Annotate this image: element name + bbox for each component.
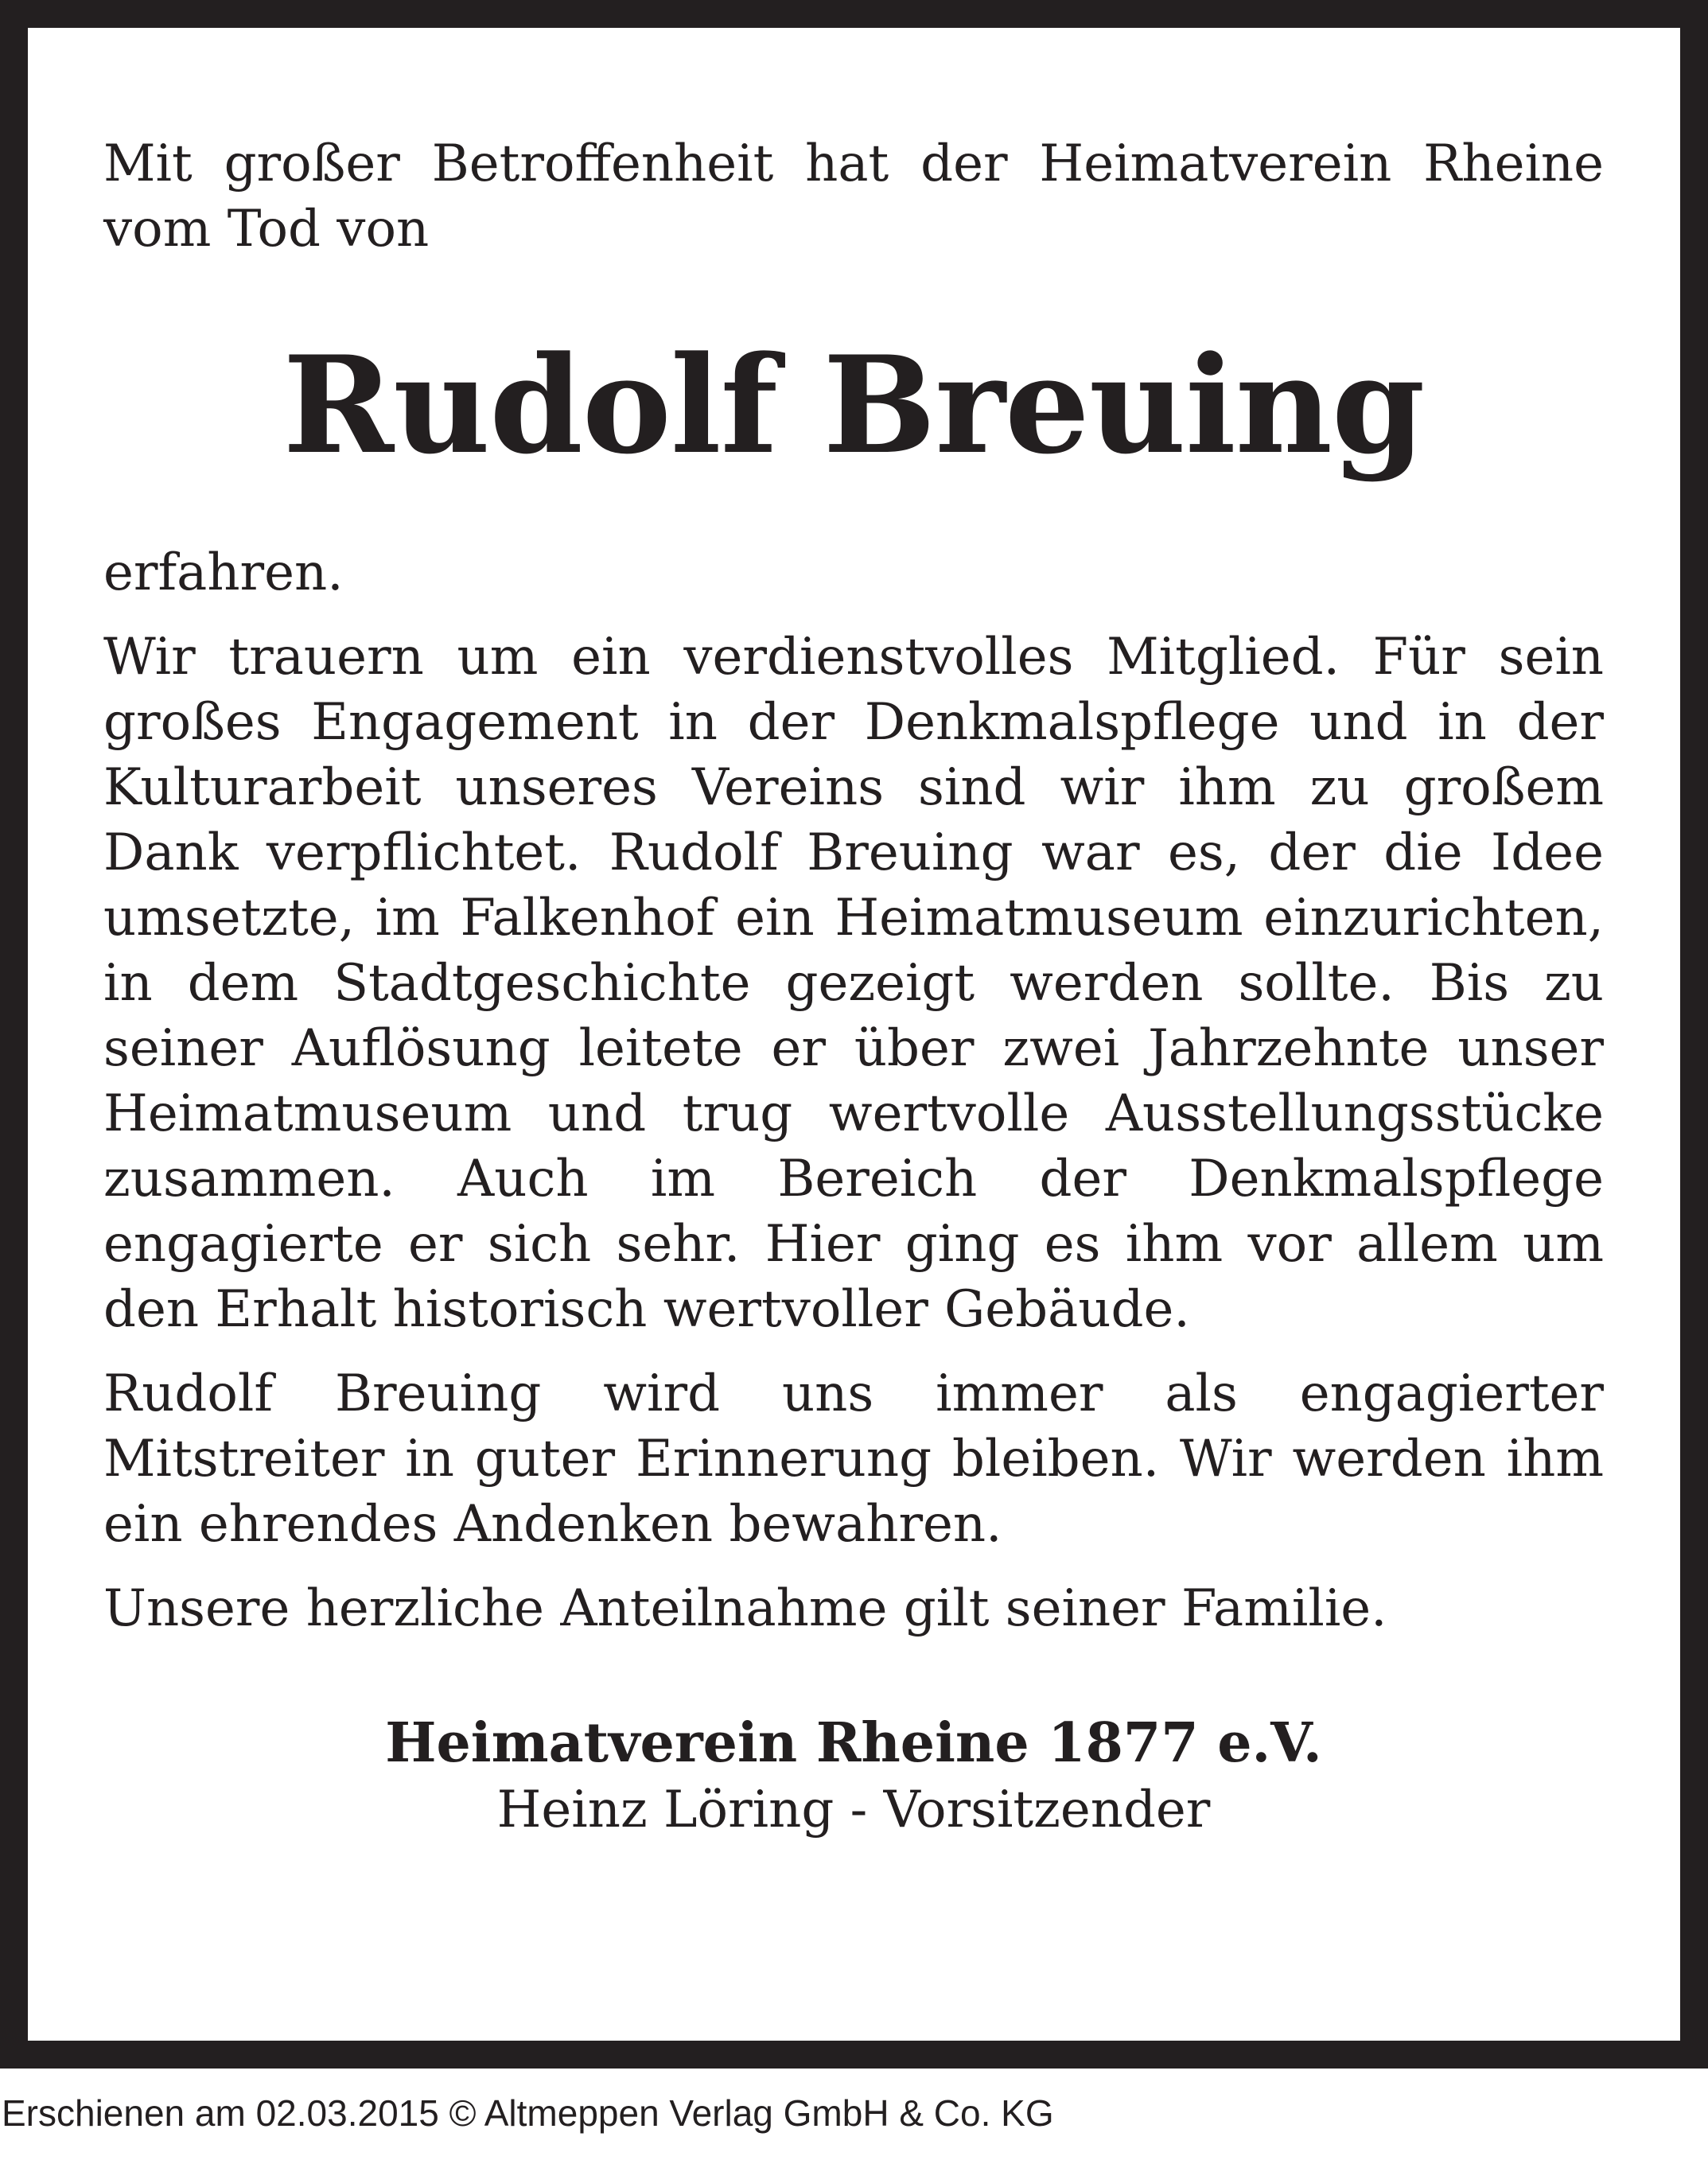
notice-content	[103, 131, 1604, 1843]
deceased-name: Rudolf Breuing	[282, 326, 1425, 484]
intro-text: Mit großer Betroffenheit hat der Heimatverein Rheine vom Tod von	[103, 134, 1604, 259]
tribute-paragraph: Wir trauern um ein verdienstvolles Mitglied. Für sein großes Engagement in der Denkmalspflege und in der Kulturarbeit unseres Vereins sind wir ihm zu großem Dank verpflichtet. Rudolf Breuing war es, der die Idee umsetzte, im Falkenhof ein Heimatmuseum einzurichten, in dem Stadtgeschichte gezeigt werden sollte. Bis zu seiner Auflösung leitete er über zwei Jahrzehnte unser Heimatmuseum und trug wertvolle Ausstellungsstücke zusammen. Auch im Bereich der Denkmalspflege engagierte er sich sehr. Hier ging es ihm vor allem um den Erhalt historisch wertvoller Gebäude.	[103, 628, 1604, 1339]
condolence-paragraph: Unsere herzliche Anteilnahme gilt seiner Familie.	[103, 1579, 1387, 1638]
remembrance-paragraph: Rudolf Breuing wird uns immer als engagierter Mitstreiter in guter Erinnerung bleiben. Wir werden ihm ein ehrendes Andenken bewahren.	[103, 1364, 1604, 1554]
intro-continuation: erfahren.	[103, 543, 344, 602]
publication-footer: Erschienen am 02.03.2015 © Altmeppen Verlag GmbH & Co. KG	[2, 2092, 1054, 2134]
signature-block	[103, 1710, 1604, 1843]
chairperson-name: Heinz Löring - Vorsitzender	[496, 1781, 1211, 1839]
notice-body	[28, 28, 1680, 2041]
organization-name: Heimatverein Rheine 1877 e.V.	[385, 1711, 1322, 1775]
